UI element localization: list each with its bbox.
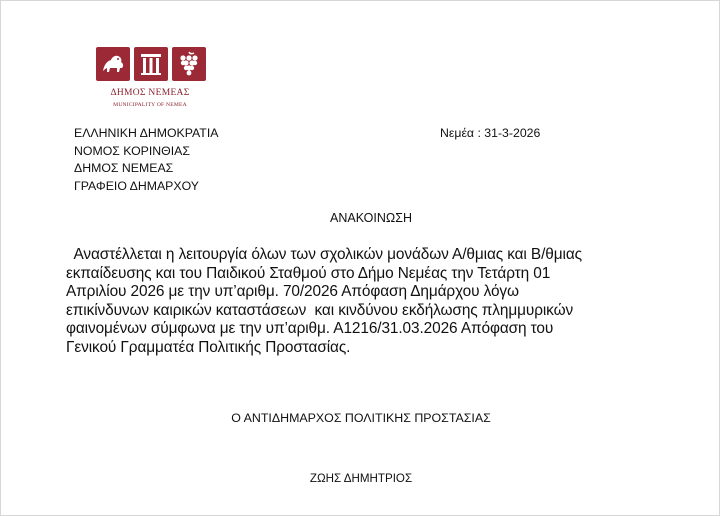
municipality-logo <box>94 47 206 119</box>
temple-columns-icon <box>134 47 168 81</box>
lion-icon <box>96 47 130 81</box>
body-line: εκπαίδευσης και του Παιδικού Σταθμού στο Δήμο Νεμέας την Τετάρτη 01 <box>66 264 551 282</box>
header-line: ΔΗΜΟΣ ΝΕΜΕΑΣ <box>74 161 174 175</box>
header-line: ΝΟΜΟΣ ΚΟΡΙΝΘΙΑΣ <box>74 143 190 158</box>
sender-block <box>74 125 218 195</box>
logo-subtitle: MUNICIPALITY OF NEMEA <box>113 102 187 108</box>
document-title: ΑΝΑΚΟΙΝΩΣΗ <box>330 211 412 225</box>
body-line: Αναστέλλεται η λειτουργία όλων των σχολικών μονάδων Α/θμιας και Β/θμιας <box>66 246 582 263</box>
document-date: Νεμέα : 31-3-2026 <box>440 126 541 140</box>
signer-role: Ο ΑΝΤΙΔΗΜΑΡΧΟΣ ΠΟΛΙΤΙΚΗΣ ΠΡΟΣΤΑΣΙΑΣ <box>231 411 491 425</box>
grape-cluster-icon <box>172 47 206 81</box>
announcement-body <box>66 246 646 358</box>
body-line: φαινομένων σύμφωνα με την υπ’αριθμ. Α1216/31.03.2026 Απόφαση του <box>66 320 554 338</box>
body-line: επικίνδυνων καιρικών καταστάσεων και κινδύνου εκδήλωσης πλημμυρικών <box>66 301 574 319</box>
body-line: Απριλίου 2026 με την υπ’αριθμ. 70/2026 Απόφαση Δημάρχου λόγω <box>66 283 519 301</box>
signer-name: ΖΩΗΣ ΔΗΜΗΤΡΙΟΣ <box>309 472 413 485</box>
logo-tiles <box>96 47 206 81</box>
logo-title: ΔΗΜΟΣ ΝΕΜΕΑΣ <box>110 88 190 98</box>
header-line: ΓΡΑΦΕΙΟ ΔΗΜΑΡΧΟΥ <box>74 178 199 193</box>
header-line: ΕΛΛΗΝΙΚΗ ΔΗΜΟΚΡΑΤΙΑ <box>74 126 219 140</box>
body-line: Γενικού Γραμματέα Πολιτικής Προστασίας. <box>66 338 351 356</box>
